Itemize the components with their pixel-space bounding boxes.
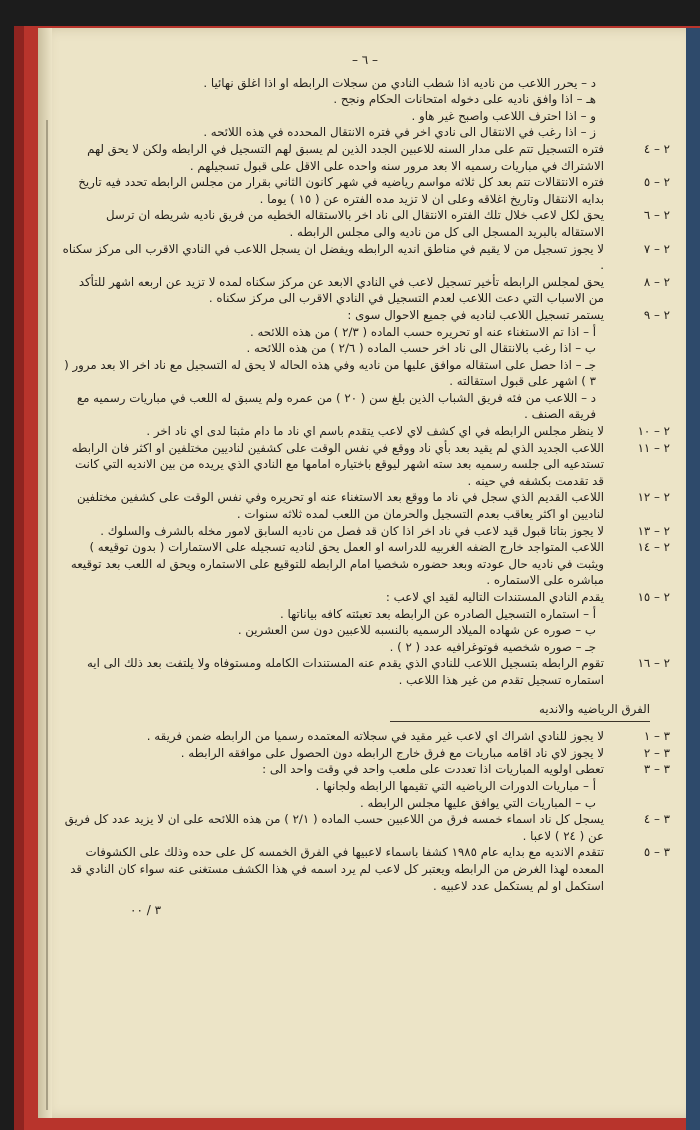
article-item (60, 761, 670, 778)
article-text: د – يحرر اللاعب من ناديه اذا شطب النادي من سجلات الرابطه او اذا اغلق نهائيا . (203, 75, 596, 90)
article-text: و – اذا احترف اللاعب واصبح غير هاو . (411, 108, 596, 123)
article-text: ب – المباريات التي يوافق عليها مجلس الرابطه . (359, 795, 596, 810)
article-text: ز – اذا رغب في الانتقال الى نادي اخر في فتره الانتقال المحدده في هذه اللائحه . (203, 125, 596, 140)
article-item (60, 91, 670, 108)
article-number: ٢ – ٤ (643, 141, 670, 156)
article-number: ٢ – ١٣ (637, 523, 670, 538)
article-text: اللاعب القديم الذي سجل في ناد ما ووقع بعد الاستغناء عنه او تحريره وفي نفس الوقت على كشفين مختلفين لناديين او اكثر يعاقب بعدم التسجيل والحرمان من اللعب لمده ثلاثه سنوات . (76, 490, 604, 522)
article-item (60, 844, 670, 894)
article-text: لا يجوز للنادي اشراك اي لاعب غير مقيد في سجلاته المعتمده رسميا من الرابطه ضمن فريقه . (146, 729, 604, 744)
article-item (60, 606, 670, 623)
article-number: ٢ – ٥ (643, 175, 670, 190)
article-item (60, 728, 670, 745)
article-number: ٣ – ٤ (643, 812, 670, 827)
article-item (60, 795, 670, 812)
article-item (60, 241, 670, 274)
article-text: لا يجوز بتاتا قبول قيد لاعب في ناد اخر اذا كان قد فصل من ناديه السابق لامور مخله بالشرف والسلوك . (100, 523, 604, 538)
page-number: – ٦ – (351, 53, 379, 67)
article-item (60, 207, 670, 240)
article-text: اللاعب الجديد الذي لم يقيد بعد بأي ناد ووقع في نفس الوقت على كشفين لناديين مختلفين او اكثر فان الرابطه تستدعيه الى جلسه رسميه بعد سته اشهر ليوقع باختياره امامها مع النادي الذي يريده من بين الانديه التي كانت قد تقدمت بكشفه في حينه . (71, 440, 604, 488)
article-item (60, 589, 670, 606)
article-text: ب – صوره عن شهاده الميلاد الرسميه بالنسبه للاعبين دون سن العشرين . (237, 623, 596, 638)
article-number: ٣ – ٥ (643, 845, 670, 860)
article-number: ٢ – ١٢ (637, 490, 670, 505)
article-item (60, 274, 670, 307)
article-text: فتره التسجيل تتم على مدار السنه للاعبين الجدد الذين لم يسبق لهم التسجيل في الرابطه ولكن لا يحق لهم الاشتراك في مباريات رسميه الا بعد مرور سنه واحده على الاقل على قبول تسجيلهم . (87, 141, 604, 173)
article-number: ٢ – ٨ (643, 274, 670, 289)
article-item (60, 174, 670, 207)
article-text: لا يجوز لاي ناد اقامه مباريات مع فرق خارج الرابطه دون الحصول على موافقه الرابطه . (180, 745, 604, 760)
article-number: ٣ – ١ (643, 729, 670, 744)
articles-section-2 (60, 75, 670, 689)
article-item (60, 390, 670, 423)
article-item (60, 75, 670, 92)
page-footer-number: ٣ / ٠٠ (130, 903, 162, 918)
article-text: تعطى اولويه المباريات اذا تعددت على ملعب واحد في وقت واحد الى : (262, 762, 604, 777)
articles-section-3 (60, 728, 670, 894)
article-text: اللاعب المتواجد خارج الضفه الغربيه للدراسه او العمل يحق لناديه تسجيله على الاستمارات ( بدون توقيعه ) ويثبت في ناديه حال عودته وبعد حضوره شخصيا امام الرابطه للتوقيع على الاستماره ويحق له اللعب بعد توقيعه مباشره على الاستماره . (70, 540, 604, 588)
article-text: تتقدم الانديه مع بدايه عام ١٩٨٥ كشفا باسماء لاعبيها في الفرق الخمسه كل على حده وذلك على الكشوفات المعده لهذا الغرض من الرابطه ويعتبر كل لاعب لم يرد اسمه في هذا الكشف مستغنى عنه سواء كان النادي قد استكمل او لم يستكمل عدد لاعبيه . (70, 845, 604, 893)
article-text: هـ – اذا وافق ناديه على دخوله امتحانات الحكام ونجح . (333, 92, 596, 107)
article-number: ٢ – ٧ (643, 241, 670, 256)
article-text: أ – استماره التسجيل الصادره عن الرابطه بعد تعبئته كافه بياناتها . (280, 606, 596, 621)
article-text: جـ – اذا حصل على استقاله موافق عليها من ناديه وفي هذه الحاله لا يحق له التسجيل مع ناد اخر الا بعد مرور ( ٣ ) اشهر على قبول استقالته . (64, 357, 596, 389)
article-item (60, 745, 670, 762)
article-number: ٢ – ١٥ (637, 590, 670, 604)
article-item (60, 489, 670, 522)
page-gutter (38, 28, 52, 1118)
article-item (60, 539, 670, 589)
article-text: يستمر تسجيل اللاعب لناديه في جميع الاحوال سوى : (347, 307, 604, 322)
article-text: أ – مباريات الدورات الرياضيه التي تقيمها الرابطه ولجانها . (315, 778, 596, 793)
article-item (60, 778, 670, 795)
article-item (60, 307, 670, 324)
binding-line (46, 120, 48, 1110)
article-text: أ – اذا تم الاستغناء عنه او تحريره حسب الماده ( ٢/٣ ) من هذه اللائحه . (249, 324, 596, 339)
article-item (60, 639, 670, 656)
article-text: يحق لكل لاعب خلال تلك الفتره الانتقال الى ناد اخر بالاستقاله الخطيه من فريق ناديه شريطه ان ترسل الاستقاله بالبريد المسجل الى كل من ناديه والى مجلس الرابطه . (105, 208, 604, 239)
article-number: ٢ – ٦ (643, 208, 670, 223)
article-item (60, 141, 670, 174)
section-heading: الفرق الرياضيه والانديه (390, 701, 650, 723)
article-text: يقدم النادي المستندات التاليه لقيد اي لاعب : (385, 590, 604, 604)
page-content (60, 52, 670, 919)
article-text: ب – اذا رغب بالانتقال الى ناد اخر حسب الماده ( ٢/٦ ) من هذه اللائحه . (246, 341, 596, 356)
article-item (60, 655, 670, 688)
article-text: يسجل كل ناد اسماء خمسه فرق من اللاعبين حسب الماده ( ٢/١ ) من هذه اللائحه على ان لا يزيد عدد كل فريق عن ( ٢٤ ) لاعبا . (64, 812, 604, 843)
article-item (60, 124, 670, 141)
article-number: ٣ – ٢ (643, 745, 670, 760)
article-text: د – اللاعب من فئه فريق الشباب الذين بلغ سن ( ٢٠ ) من عمره ولم يسبق له اللعب في مباريات رسميه مع فريقه الصنف . (76, 390, 596, 422)
article-text: لا ينظر مجلس الرابطه في اي كشف لاي لاعب يتقدم باسم اي ناد ما دام مثبتا لدى اي ناد اخر . (146, 424, 604, 439)
article-item (60, 811, 670, 844)
article-item (60, 357, 670, 390)
article-text: تقوم الرابطه بتسجيل اللاعب للنادي الذي يقدم عنه المستندات الكامله ومستوفاه ولا يلتفت بعد ذلك الى ايه استماره تسجيل تقدم من غير هذا اللاعب . (86, 656, 604, 687)
article-item (60, 423, 670, 440)
article-number: ٢ – ١٦ (637, 656, 670, 671)
article-text: جـ – صوره شخصيه فوتوغرافيه عدد ( ٢ ) . (389, 639, 596, 654)
article-number: ٢ – ١٤ (637, 540, 670, 555)
article-number: ٣ – ٣ (643, 762, 670, 777)
article-item (60, 340, 670, 357)
article-number: ٢ – ١١ (637, 440, 670, 455)
article-number: ٢ – ١٠ (637, 424, 670, 439)
article-item (60, 324, 670, 341)
article-item (60, 108, 670, 125)
background-strip (686, 28, 700, 1130)
article-text: لا يجوز تسجيل من لا يقيم في مناطق انديه الرابطه ويفضل ان يسجل اللاعب في النادي الاقرب الى مركز سكناه . (62, 241, 604, 273)
article-text: فتره الانتقالات تتم بعد كل ثلاثه مواسم رياضيه في شهر كانون الثاني بقرار من مجلس الرابطه تحدد فيه تاريخ بدايه الانتقال وتاريخ اغلاقه وعلى ان لا تزيد مده الفتره عن ( ١٥ ) يوما . (78, 175, 604, 206)
article-item (60, 523, 670, 540)
article-item (60, 622, 670, 639)
article-text: يحق لمجلس الرابطه تأخير تسجيل لاعب في النادي الابعد عن مركز سكناه لمده لا تزيد عن اربعه اشهر للتأكد من الاسباب التي دعت اللاعب لعدم التسجيل في النادي الاقرب الى مركز سكناه . (78, 274, 604, 306)
article-number: ٢ – ٩ (643, 307, 670, 322)
book-cover-edge (14, 26, 24, 1130)
article-item (60, 440, 670, 490)
